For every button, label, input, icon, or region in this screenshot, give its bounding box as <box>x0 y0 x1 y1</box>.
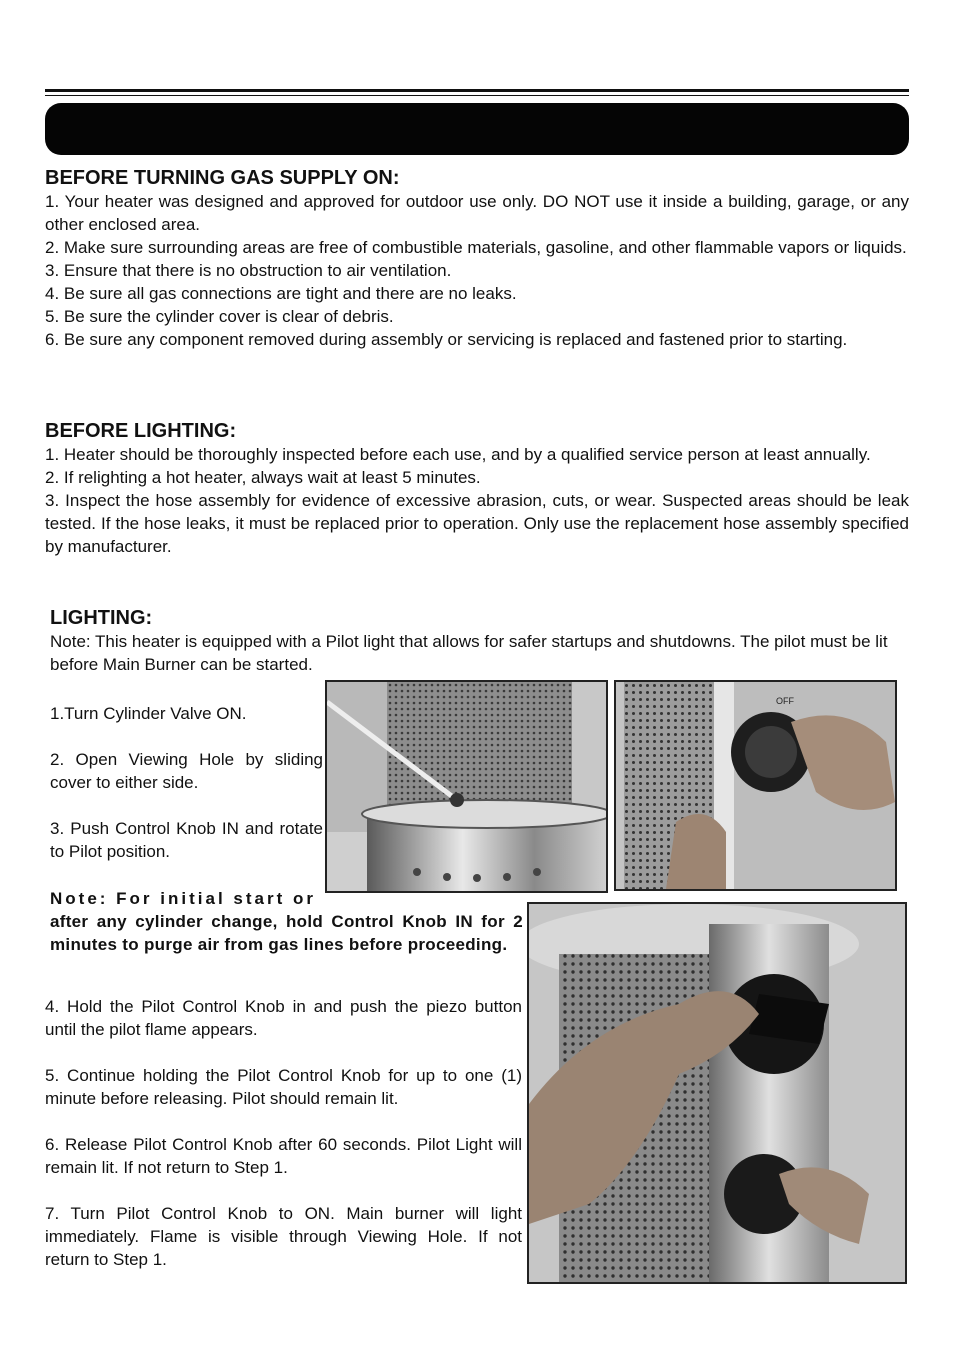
list-item: 2. Make sure surrounding areas are free of combustible materials, gasoline, and other flammable vapors or liquids. <box>45 238 907 257</box>
step-text: 5. Continue holding the Pilot Control Knob for up to one (1) minute before releasing. Pilot should remain lit. <box>45 1066 522 1108</box>
list-item: 3. Ensure that there is no obstruction to air ventilation. <box>45 261 452 280</box>
step-7 <box>45 1202 522 1271</box>
top-rule-thick <box>45 89 909 92</box>
before-gas-section <box>45 166 909 351</box>
photo-hand-pressing-knob <box>527 902 907 1284</box>
step-text: 6. Release Pilot Control Knob after 60 seconds. Pilot Light will remain lit. If not return to Step 1. <box>45 1135 522 1177</box>
purge-note <box>50 887 523 956</box>
knob-off-label: OFF <box>776 696 794 706</box>
before-gas-heading: BEFORE TURNING GAS SUPPLY ON: <box>45 167 400 189</box>
photo-viewing-hole <box>325 680 608 893</box>
list-item: 3. Inspect the hose assembly for evidence of excessive abrasion, cuts, or wear. Suspected areas should be leak tested. If the hose leaks, it must be replaced prior to operation. Only use the replacement hose assembly specified by manufacturer. <box>45 491 909 556</box>
before-gas-list <box>45 190 909 351</box>
list-item: 6. Be sure any component removed during assembly or servicing is replaced and fastened prior to starting. <box>45 330 848 349</box>
lighting-section <box>50 606 908 676</box>
before-lighting-section <box>45 419 909 558</box>
step-text: 3. Push Control Knob IN and rotate to Pilot position. <box>50 819 323 861</box>
list-item: 4. Be sure all gas connections are tight and there are no leaks. <box>45 284 517 303</box>
lighting-heading: LIGHTING: <box>50 607 153 629</box>
list-item: 1. Heater should be thoroughly inspected before each use, and by a qualified service person at least annually. <box>45 445 871 464</box>
step-6 <box>45 1133 522 1179</box>
purge-note-rest: after any cylinder change, hold Control Knob IN for 2 minutes to purge air from gas lines before proceeding. <box>50 912 523 954</box>
section-banner <box>45 103 909 155</box>
step-4 <box>45 995 522 1041</box>
photo-control-knob <box>614 680 897 891</box>
before-lighting-list <box>45 443 909 558</box>
step-text: 7. Turn Pilot Control Knob to ON. Main burner will light immediately. Flame is visible through Viewing Hole. If not return to Step 1. <box>45 1204 522 1269</box>
step-3 <box>50 817 323 863</box>
step-2 <box>50 748 323 794</box>
list-item: 5. Be sure the cylinder cover is clear of debris. <box>45 307 394 326</box>
step-text: 1.Turn Cylinder Valve ON. <box>50 704 247 723</box>
lighting-note: Note: This heater is equipped with a Pilot light that allows for safer startups and shutdowns. The pilot must be lit before Main Burner can be started. <box>50 632 888 674</box>
before-lighting-heading: BEFORE LIGHTING: <box>45 420 237 442</box>
step-text: 4. Hold the Pilot Control Knob in and push the piezo button until the pilot flame appears. <box>45 997 522 1039</box>
step-1 <box>50 702 323 725</box>
step-5 <box>45 1064 522 1110</box>
list-item: 2. If relighting a hot heater, always wait at least 5 minutes. <box>45 468 481 487</box>
list-item: 1. Your heater was designed and approved for outdoor use only. DO NOT use it inside a building, garage, or any other enclosed area. <box>45 192 909 234</box>
step-text: 2. Open Viewing Hole by sliding cover to either side. <box>50 750 323 792</box>
top-rule-thin <box>45 95 909 96</box>
purge-note-first-line: Note: For initial start or <box>50 889 316 908</box>
